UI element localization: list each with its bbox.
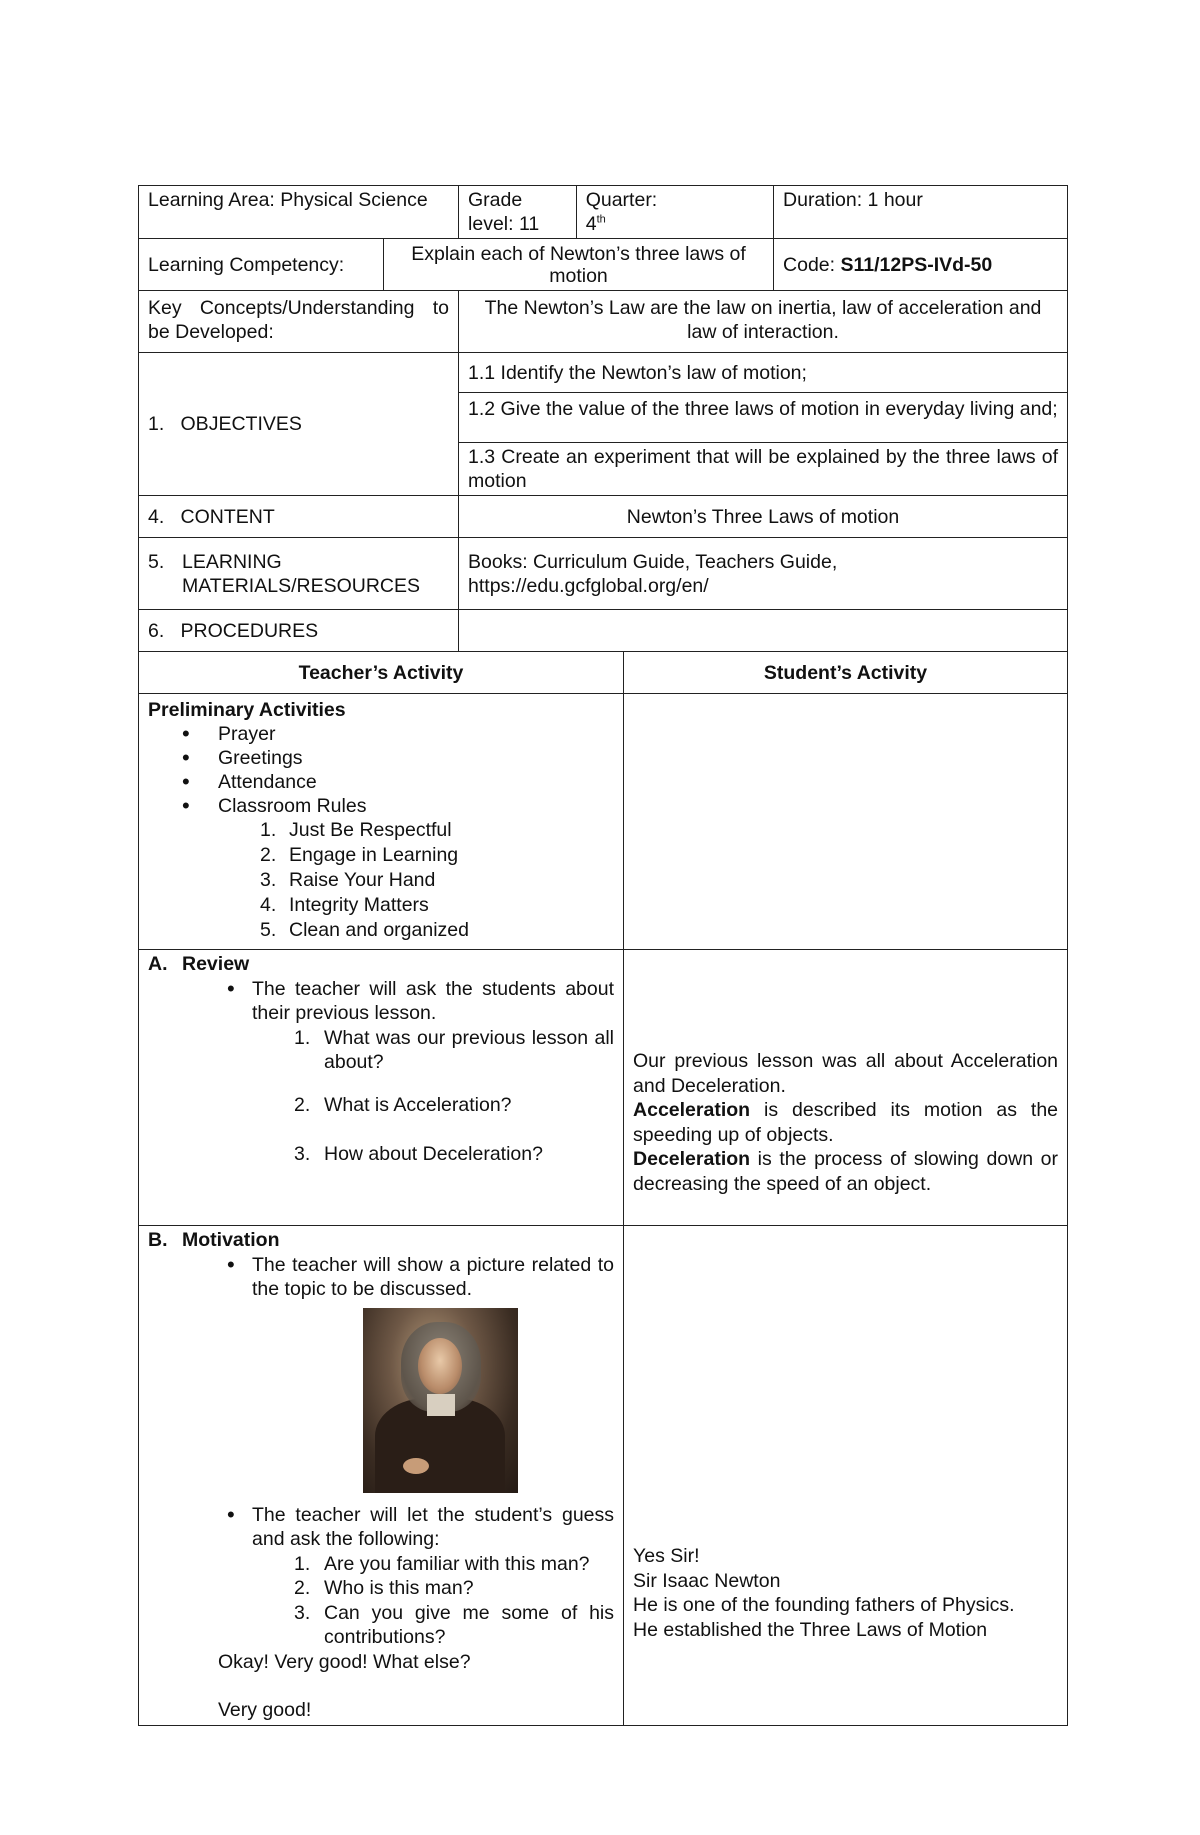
objective-3: 1.3 Create an experiment that will be explained by the three laws of motion bbox=[468, 446, 1059, 492]
learning-area-cell bbox=[139, 186, 459, 239]
objectives-label: 1. OBJECTIVES bbox=[148, 413, 302, 435]
content-label: 4. CONTENT bbox=[148, 505, 275, 528]
resources-label-cell bbox=[139, 538, 459, 610]
motivation-very-good: Very good! bbox=[218, 1699, 312, 1721]
motivation-answer-3: He is one of the founding fathers of Physics. bbox=[633, 1594, 1015, 1616]
motivation-heading: B. Motivation bbox=[148, 1229, 280, 1251]
motivation-question: 2. Who is this man? bbox=[294, 1577, 474, 1599]
duration: Duration: 1 hour bbox=[783, 189, 923, 211]
review-question: 1. What was our previous lesson all about? bbox=[294, 1026, 615, 1073]
key-concepts-label-cell bbox=[139, 291, 459, 353]
competency-value-cell bbox=[384, 239, 774, 291]
competency-label: Learning Competency: bbox=[148, 253, 345, 276]
motivation-answer-4: He established the Three Laws of Motion bbox=[633, 1618, 988, 1641]
list-item: • Greetings bbox=[148, 746, 614, 770]
code-value: S11/12PS-IVd-50 bbox=[840, 253, 993, 276]
motivation-okay: Okay! Very good! What else? bbox=[218, 1650, 471, 1673]
motivation-intro: • The teacher will show a picture related to the topic to be discussed. bbox=[148, 1253, 614, 1302]
list-item: 2. Engage in Learning bbox=[260, 844, 459, 866]
review-question: 2. What is Acceleration? bbox=[294, 1093, 512, 1116]
objective-item bbox=[459, 443, 1068, 496]
review-answer-3: Deceleration is the process of slowing down or decreasing the speed of an object. bbox=[633, 1148, 1059, 1195]
content-value: Newton’s Three Laws of motion bbox=[626, 505, 900, 528]
lesson-plan-table bbox=[138, 185, 1068, 1726]
student-activity-title: Student’s Activity bbox=[763, 661, 928, 684]
teacher-activity-title: Teacher’s Activity bbox=[298, 661, 464, 684]
motivation-answer-2: Sir Isaac Newton bbox=[633, 1569, 781, 1592]
procedures-label: 6. PROCEDURES bbox=[148, 619, 319, 642]
objective-2: 1.2 Give the value of the three laws of motion in everyday living and; bbox=[468, 398, 1058, 420]
key-concepts-label: Key Concepts/Understanding to be Developed: bbox=[148, 297, 450, 343]
list-item: • Attendance bbox=[148, 770, 614, 794]
preliminary-student-cell bbox=[624, 694, 1068, 950]
review-intro: • The teacher will ask the students about their previous lesson. bbox=[148, 977, 614, 1026]
preliminary-cell bbox=[139, 694, 624, 950]
learning-area: Learning Area: Physical Science bbox=[148, 189, 428, 211]
review-student-cell bbox=[624, 950, 1068, 1226]
content-label-cell bbox=[139, 496, 459, 538]
isaac-newton-portrait bbox=[363, 1308, 518, 1493]
motivation-question: 1. Are you familiar with this man? bbox=[294, 1552, 590, 1575]
quarter: Quarter: 4 bbox=[585, 189, 658, 235]
student-activity-header bbox=[624, 652, 1068, 694]
duration-cell bbox=[774, 186, 1068, 239]
procedures-empty-cell bbox=[459, 610, 1068, 652]
review-answer-1: Our previous lesson was all about Acceleration and Deceleration. bbox=[633, 1050, 1059, 1097]
review-heading: A. Review bbox=[148, 953, 250, 975]
review-question: 3. How about Deceleration? bbox=[294, 1143, 543, 1165]
list-item: • Prayer bbox=[148, 722, 614, 746]
motivation-question: 3. Can you give me some of his contributions? bbox=[294, 1601, 615, 1648]
list-item: • Classroom Rules bbox=[148, 794, 614, 818]
lesson-plan bbox=[138, 185, 1067, 1726]
code-cell bbox=[774, 239, 1068, 291]
preliminary-list bbox=[148, 722, 614, 818]
content-value-cell bbox=[459, 496, 1068, 538]
review-answer-2: Acceleration is described its motion as the speeding up of objects. bbox=[633, 1099, 1059, 1146]
resources-value: Books: Curriculum Guide, Teachers Guide, https://edu.gcfglobal.org/en/ bbox=[468, 550, 838, 597]
resources-value-cell bbox=[459, 538, 1068, 610]
motivation-answer-1: Yes Sir! bbox=[633, 1545, 700, 1567]
competency-label-cell bbox=[139, 239, 384, 291]
key-concepts-value-cell bbox=[459, 291, 1068, 353]
quarter-suffix: th bbox=[596, 213, 606, 226]
code-label: Code: bbox=[783, 253, 841, 276]
key-concepts-value: The Newton’s Law are the law on inertia, law of acceleration and law of interaction. bbox=[484, 297, 1042, 343]
teacher-activity-header bbox=[139, 652, 624, 694]
grade-level: Grade level: 11 bbox=[468, 189, 540, 235]
grade-level-cell bbox=[459, 186, 576, 238]
list-item: 1. Just Be Respectful bbox=[260, 819, 452, 841]
preliminary-title: Preliminary Activities bbox=[148, 699, 346, 721]
list-item: 4. Integrity Matters bbox=[260, 894, 429, 916]
motivation-teacher-cell bbox=[139, 1226, 624, 1726]
motivation-guess: • The teacher will let the student’s guess and ask the following: bbox=[148, 1503, 614, 1552]
objective-item bbox=[459, 353, 1068, 393]
objectives-label-cell bbox=[139, 353, 459, 496]
review-teacher-cell bbox=[139, 950, 624, 1226]
list-item: 3. Raise Your Hand bbox=[260, 869, 436, 891]
objective-item bbox=[459, 393, 1068, 443]
objective-1: 1.1 Identify the Newton’s law of motion; bbox=[468, 361, 807, 384]
resources-label: LEARNING MATERIALS/RESOURCES bbox=[182, 550, 421, 597]
classroom-rules-list bbox=[148, 818, 614, 943]
motivation-student-cell bbox=[624, 1226, 1068, 1726]
resources-num: 5. bbox=[148, 550, 165, 573]
quarter-cell bbox=[576, 186, 658, 238]
list-item: 5. Clean and organized bbox=[260, 919, 469, 941]
competency-value: Explain each of Newton’s three laws of motion bbox=[411, 242, 746, 287]
procedures-label-cell bbox=[139, 610, 459, 652]
grade-quarter-cell bbox=[459, 186, 658, 239]
